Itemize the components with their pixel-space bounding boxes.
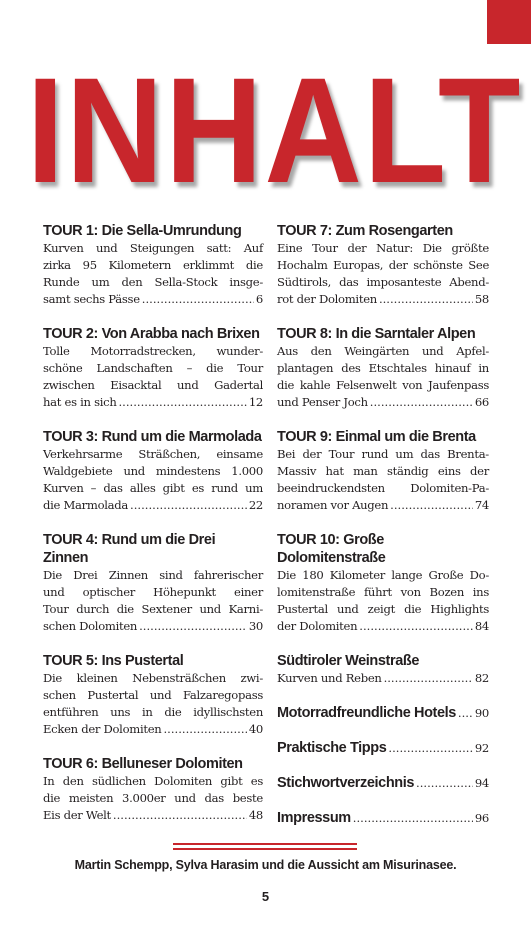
toc-entry[interactable] bbox=[43, 428, 263, 514]
toc-page-number: 40 bbox=[248, 722, 263, 736]
toc-entry-title: Impressum bbox=[277, 810, 351, 826]
toc-page-number: 6 bbox=[255, 292, 263, 306]
description-line: die meisten 3.000er und das beste bbox=[43, 791, 263, 805]
toc-entry-title: TOUR 7: Zum Rosengarten bbox=[277, 223, 453, 239]
toc-entry-description bbox=[43, 446, 263, 514]
page-number: 5 bbox=[261, 889, 270, 904]
toc-page-number: 94 bbox=[474, 776, 489, 790]
toc-entry[interactable] bbox=[277, 774, 489, 792]
description-line: Runde um den Sella-Stock insge- bbox=[43, 275, 263, 289]
description-line: Eine Tour der Natur: Die größte bbox=[277, 241, 489, 255]
leader-dots bbox=[142, 291, 254, 308]
description-line: Massiv hat man ständig eins der bbox=[277, 464, 489, 478]
caption-divider bbox=[173, 843, 357, 850]
description-line: Kurven – das alles gibt es rund um bbox=[43, 481, 263, 495]
toc-entry-title: TOUR 9: Einmal um die Brenta bbox=[277, 429, 476, 445]
toc-entry-description bbox=[277, 240, 489, 308]
description-line: Aus den Weingärten und Apfel- bbox=[277, 344, 489, 358]
description-line: rot der Dolomiten bbox=[277, 292, 377, 306]
toc-entry[interactable] bbox=[43, 531, 263, 635]
description-line: plantagen des Etschtales hinauf in bbox=[277, 361, 489, 375]
description-line: Die 180 Kilometer lange Große Do- bbox=[277, 568, 489, 582]
leader-dots bbox=[458, 705, 473, 722]
description-line: samt sechs Pässe bbox=[43, 292, 140, 306]
description-line: beeindruckendsten Dolomiten-Pa- bbox=[277, 481, 489, 495]
corner-red-block bbox=[487, 0, 531, 44]
toc-entry[interactable] bbox=[277, 428, 489, 514]
toc-entry-title: Praktische Tipps bbox=[277, 740, 387, 756]
toc-entry[interactable] bbox=[277, 704, 489, 722]
toc-entry-description bbox=[277, 670, 489, 687]
leader-dots bbox=[139, 618, 247, 635]
description-line: noramen vor Augen bbox=[277, 498, 389, 512]
description-line: Pustertal und zeigt die Highlights bbox=[277, 602, 489, 616]
leader-dots bbox=[113, 807, 247, 824]
leader-dots bbox=[353, 810, 473, 827]
leader-dots bbox=[379, 291, 473, 308]
description-line: Ecken der Dolomiten bbox=[43, 722, 162, 736]
toc-page-number: 82 bbox=[474, 671, 489, 685]
toc-page-number: 90 bbox=[474, 706, 489, 720]
description-line: schöne Landschaften – die Tour bbox=[43, 361, 263, 375]
toc-page-number: 48 bbox=[248, 808, 263, 822]
toc-entry-title: TOUR 5: Ins Pustertal bbox=[43, 653, 184, 669]
toc-entry-description bbox=[43, 670, 263, 738]
description-line: lomitenstraße führt von Bozen ins bbox=[277, 585, 489, 599]
toc-entry-description bbox=[43, 240, 263, 308]
toc-page-number: 30 bbox=[248, 619, 263, 633]
photo-caption: Martin Schempp, Sylva Harasim und die Aussicht am Misurinasee. bbox=[74, 858, 457, 872]
toc-right-column bbox=[277, 222, 489, 844]
toc-page-number: 96 bbox=[474, 811, 489, 825]
description-line: Südtirols, das imposanteste Abend- bbox=[277, 275, 489, 289]
toc-entry[interactable] bbox=[43, 755, 263, 824]
toc-entry-title: TOUR 8: In die Sarntaler Alpen bbox=[277, 326, 476, 342]
toc-page-number: 84 bbox=[474, 619, 489, 633]
toc-entry[interactable] bbox=[277, 531, 489, 635]
toc-entry[interactable] bbox=[43, 222, 263, 308]
toc-entry-description bbox=[43, 343, 263, 411]
toc-entry-title: Stichwortverzeichnis bbox=[277, 775, 415, 791]
toc-entry[interactable] bbox=[277, 222, 489, 308]
toc-entry-description bbox=[43, 773, 263, 824]
description-line: entführen uns in die idyllischsten bbox=[43, 705, 263, 719]
toc-entry-description bbox=[43, 567, 263, 635]
toc-page-number: 12 bbox=[248, 395, 263, 409]
toc-entry-title: TOUR 6: Belluneser Dolomiten bbox=[43, 756, 243, 772]
toc-entry-title: Motorradfreundliche Hotels bbox=[277, 705, 456, 721]
description-line: die Marmolada bbox=[43, 498, 129, 512]
description-line: und Penser Joch bbox=[277, 395, 368, 409]
page-title: INHALT bbox=[26, 46, 523, 214]
description-line: zwischen Eisacktal und Gadertal bbox=[43, 378, 263, 392]
description-line: Tolle Motorradstrecken, wunder- bbox=[43, 344, 263, 358]
description-line: und optischer Höhepunkt einer bbox=[43, 585, 263, 599]
description-line: Eis der Welt bbox=[43, 808, 111, 822]
leader-dots bbox=[359, 618, 473, 635]
toc-entry-title: TOUR 3: Rund um die Marmolada bbox=[43, 429, 262, 445]
toc-entry[interactable] bbox=[277, 809, 489, 827]
toc-entry[interactable] bbox=[43, 325, 263, 411]
description-line: zirka 95 Kilometern erklimmt die bbox=[43, 258, 263, 272]
description-line: der Dolomiten bbox=[277, 619, 358, 633]
description-line: Kurven und Steigungen satt: Auf bbox=[43, 241, 263, 255]
description-line: Die kleinen Nebensträßchen zwi- bbox=[43, 671, 263, 685]
toc-page-number: 74 bbox=[474, 498, 489, 512]
description-line: schen Dolomiten bbox=[43, 619, 138, 633]
description-line: Verkehrsarme Sträßchen, einsame bbox=[43, 447, 263, 461]
description-line: In den südlichen Dolomiten gibt es bbox=[43, 774, 263, 788]
leader-dots bbox=[390, 497, 473, 514]
toc-page-number: 58 bbox=[474, 292, 489, 306]
description-line: Bei der Tour rund um das Brenta- bbox=[277, 447, 489, 461]
leader-dots bbox=[416, 775, 473, 792]
leader-dots bbox=[119, 394, 247, 411]
leader-dots bbox=[388, 740, 472, 757]
toc-entry-description bbox=[277, 446, 489, 514]
toc-entry-title: Südtiroler Weinstraße bbox=[277, 653, 420, 669]
toc-page-number: 92 bbox=[474, 741, 489, 755]
description-line: Waldgebiete und mindestens 1.000 bbox=[43, 464, 263, 478]
toc-entry-description bbox=[277, 567, 489, 635]
description-line: hat es in sich bbox=[43, 395, 117, 409]
leader-dots bbox=[163, 721, 246, 738]
toc-entry[interactable] bbox=[277, 739, 489, 757]
toc-entry[interactable] bbox=[277, 652, 489, 687]
leader-dots bbox=[370, 394, 473, 411]
toc-page-number: 22 bbox=[248, 498, 263, 512]
toc-page-number: 66 bbox=[474, 395, 489, 409]
leader-dots bbox=[130, 497, 247, 514]
toc-entry-title: TOUR 10: Große Dolomitenstraße bbox=[277, 532, 386, 566]
toc-entry-title: TOUR 4: Rund um die Drei Zinnen bbox=[43, 532, 216, 566]
description-line: Die Drei Zinnen sind fahrerischer bbox=[43, 568, 263, 582]
description-line: Hochalm Europas, der schönste See bbox=[277, 258, 489, 272]
description-line: schen Pustertal und Falzaregopass bbox=[43, 688, 263, 702]
toc-entry[interactable] bbox=[277, 325, 489, 411]
description-line: die kahle Felsenwelt von Jaufenpass bbox=[277, 378, 489, 392]
toc-entry-title: TOUR 1: Die Sella-Umrundung bbox=[43, 223, 242, 239]
toc-entry-title: TOUR 2: Von Arabba nach Brixen bbox=[43, 326, 260, 342]
toc-left-column bbox=[43, 222, 263, 841]
toc-entry-description bbox=[277, 343, 489, 411]
description-line: Kurven und Reben bbox=[277, 671, 382, 685]
toc-entry[interactable] bbox=[43, 652, 263, 738]
leader-dots bbox=[384, 670, 473, 687]
description-line: Tour durch die Sextener und Karni- bbox=[43, 602, 263, 616]
